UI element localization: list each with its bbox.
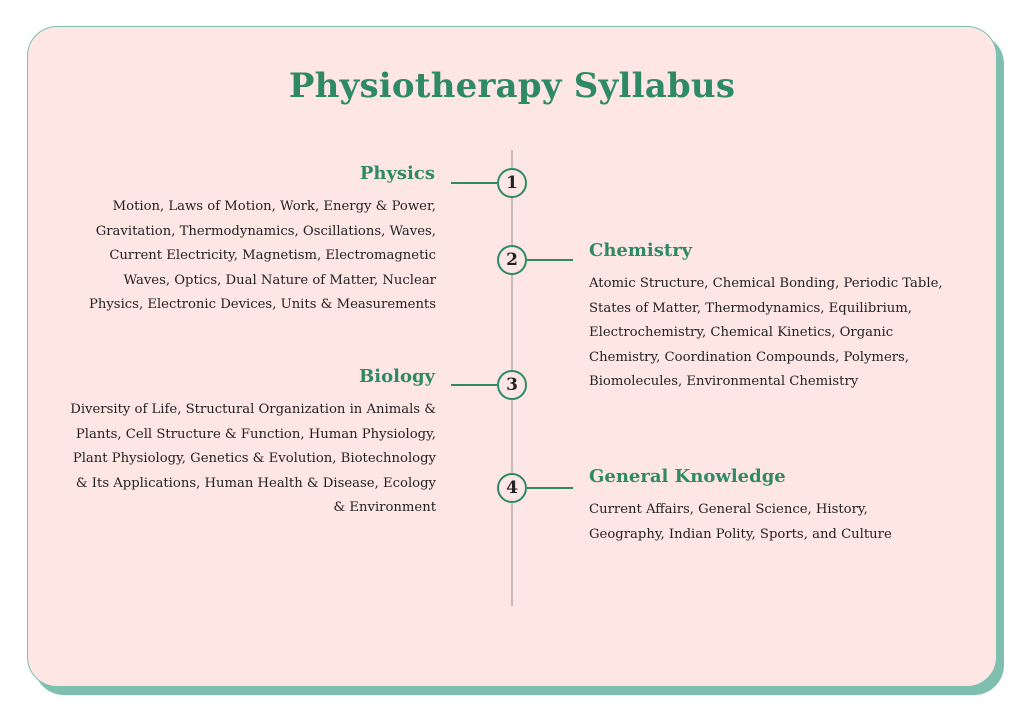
step-number-physics: 1	[497, 168, 527, 198]
description-physics: Motion, Laws of Motion, Work, Energy & Power, Gravitation, Thermodynamics, Oscillations, Waves, Current Electricity, Magnetism, Electromagnetic Waves, Optics, Dual Nature of Matter, Nuclear Physics, Electronic Devices, Units & Measurements	[88, 199, 436, 313]
description-biology: Diversity of Life, Structural Organization in Animals & Plants, Cell Structure & Function, Human Physiology, Plant Physiology, Genetics & Evolution, Biotechnology & Its Applications, Human Health & Disease, Ecology & Environment	[70, 402, 436, 516]
step-number-chemistry: 2	[497, 245, 527, 275]
page-title: Physiotherapy Syllabus	[288, 66, 736, 106]
heading-general-knowledge: General Knowledge	[589, 466, 786, 487]
step-number-biology: 3	[497, 370, 527, 400]
heading-biology: Biology	[359, 366, 435, 387]
description-general-knowledge: Current Affairs, General Science, History, Geography, Indian Polity, Sports, and Culture	[589, 502, 892, 542]
connector-physics	[451, 182, 497, 184]
heading-chemistry: Chemistry	[589, 240, 693, 261]
heading-physics: Physics	[359, 163, 435, 184]
step-number-general-knowledge: 4	[497, 473, 527, 503]
connector-biology	[451, 384, 497, 386]
description-chemistry: Atomic Structure, Chemical Bonding, Periodic Table, States of Matter, Thermodynamics, Equilibrium, Electrochemistry, Chemical Kinetics, Organic Chemistry, Coordination Compounds, Polymers, Biomolecules, Environmental Chemistry	[589, 276, 943, 390]
connector-general-knowledge	[527, 487, 573, 489]
connector-chemistry	[527, 259, 573, 261]
